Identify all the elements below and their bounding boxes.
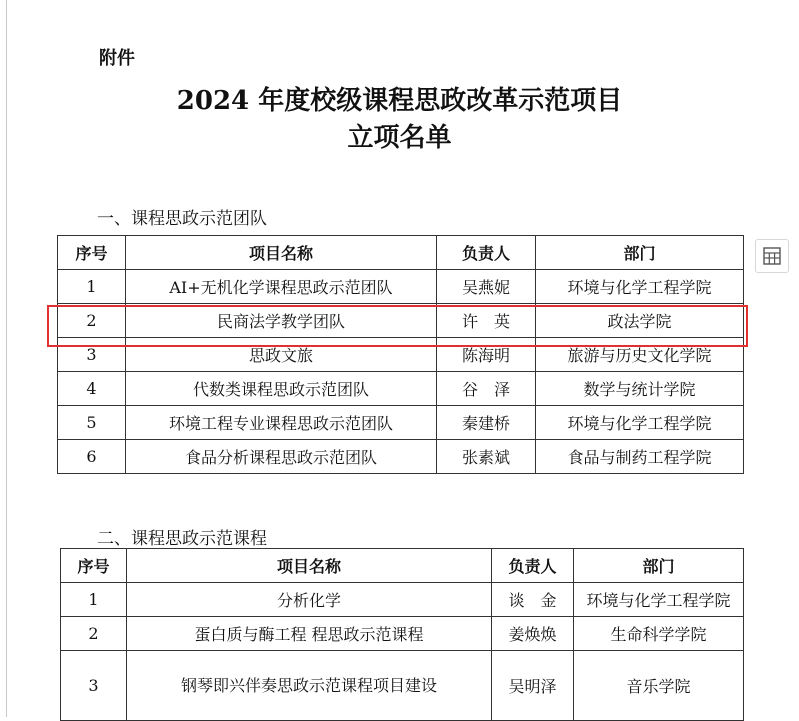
cell-lead: 谈 金 xyxy=(492,583,574,617)
cell-project: 代数类课程思政示范团队 xyxy=(126,372,437,406)
cell-dept: 数学与统计学院 xyxy=(536,372,744,406)
table-row xyxy=(58,440,744,474)
cell-lead: 吴燕妮 xyxy=(437,270,536,304)
cell-lead: 吴明泽 xyxy=(492,651,574,721)
cell-index: 4 xyxy=(58,372,126,406)
cell-lead: 秦建桥 xyxy=(437,406,536,440)
cell-project: AI+无机化学课程思政示范团队 xyxy=(126,270,437,304)
cell-project: 民商法学教学团队 xyxy=(126,304,437,338)
table-row xyxy=(61,617,744,651)
col-header-lead: 负责人 xyxy=(437,236,536,270)
cell-lead: 谷 泽 xyxy=(437,372,536,406)
col-header-index: 序号 xyxy=(61,549,127,583)
table-tool-button[interactable] xyxy=(755,239,789,273)
cell-lead: 姜焕焕 xyxy=(492,617,574,651)
cell-dept: 环境与化学工程学院 xyxy=(536,406,744,440)
cell-dept: 旅游与历史文化学院 xyxy=(536,338,744,372)
cell-index: 2 xyxy=(61,617,127,651)
col-header-lead: 负责人 xyxy=(492,549,574,583)
table-row xyxy=(61,583,744,617)
cell-lead: 许 英 xyxy=(437,304,536,338)
col-header-index: 序号 xyxy=(58,236,126,270)
attachment-label: 附件 xyxy=(99,48,135,69)
cell-index: 1 xyxy=(61,583,127,617)
section2-heading: 二、课程思政示范课程 xyxy=(97,529,267,549)
cell-dept: 音乐学院 xyxy=(574,651,744,721)
cell-project: 蛋白质与酶工程 程思政示范课程 xyxy=(127,617,492,651)
table-row xyxy=(58,372,744,406)
col-header-project: 项目名称 xyxy=(126,236,437,270)
cell-index: 5 xyxy=(58,406,126,440)
cell-index: 6 xyxy=(58,440,126,474)
cell-lead: 张素斌 xyxy=(437,440,536,474)
cell-project: 钢琴即兴伴奏思政示范课程项目建设 xyxy=(127,651,492,721)
cell-lead: 陈海明 xyxy=(437,338,536,372)
selection-highlight-box xyxy=(47,305,748,347)
cell-project: 食品分析课程思政示范团队 xyxy=(126,440,437,474)
document-subtitle: 立项名单 xyxy=(347,123,452,153)
cell-index: 2 xyxy=(58,304,126,338)
cell-dept: 生命科学学院 xyxy=(574,617,744,651)
table-row xyxy=(61,651,744,721)
demo-team-table xyxy=(57,235,744,474)
demo-course-table xyxy=(60,548,744,721)
cell-project: 环境工程专业课程思政示范团队 xyxy=(126,406,437,440)
cell-dept: 食品与制药工程学院 xyxy=(536,440,744,474)
table-header-row xyxy=(58,236,744,270)
cell-dept: 环境与化学工程学院 xyxy=(574,583,744,617)
table-row xyxy=(58,270,744,304)
cell-dept: 政法学院 xyxy=(536,304,744,338)
col-header-dept: 部门 xyxy=(536,236,744,270)
col-header-dept: 部门 xyxy=(574,549,744,583)
cell-index: 3 xyxy=(58,338,126,372)
cell-index: 3 xyxy=(61,651,127,721)
cell-project: 思政文旅 xyxy=(126,338,437,372)
cell-index: 1 xyxy=(58,270,126,304)
section1-heading: 一、课程思政示范团队 xyxy=(97,209,267,229)
cell-project: 分析化学 xyxy=(127,583,492,617)
table-header-row xyxy=(61,549,744,583)
cell-dept: 环境与化学工程学院 xyxy=(536,270,744,304)
table-icon xyxy=(762,246,782,266)
document-title: 2024 年度校级课程思政改革示范项目 xyxy=(176,86,623,116)
col-header-project: 项目名称 xyxy=(127,549,492,583)
table-row xyxy=(58,406,744,440)
